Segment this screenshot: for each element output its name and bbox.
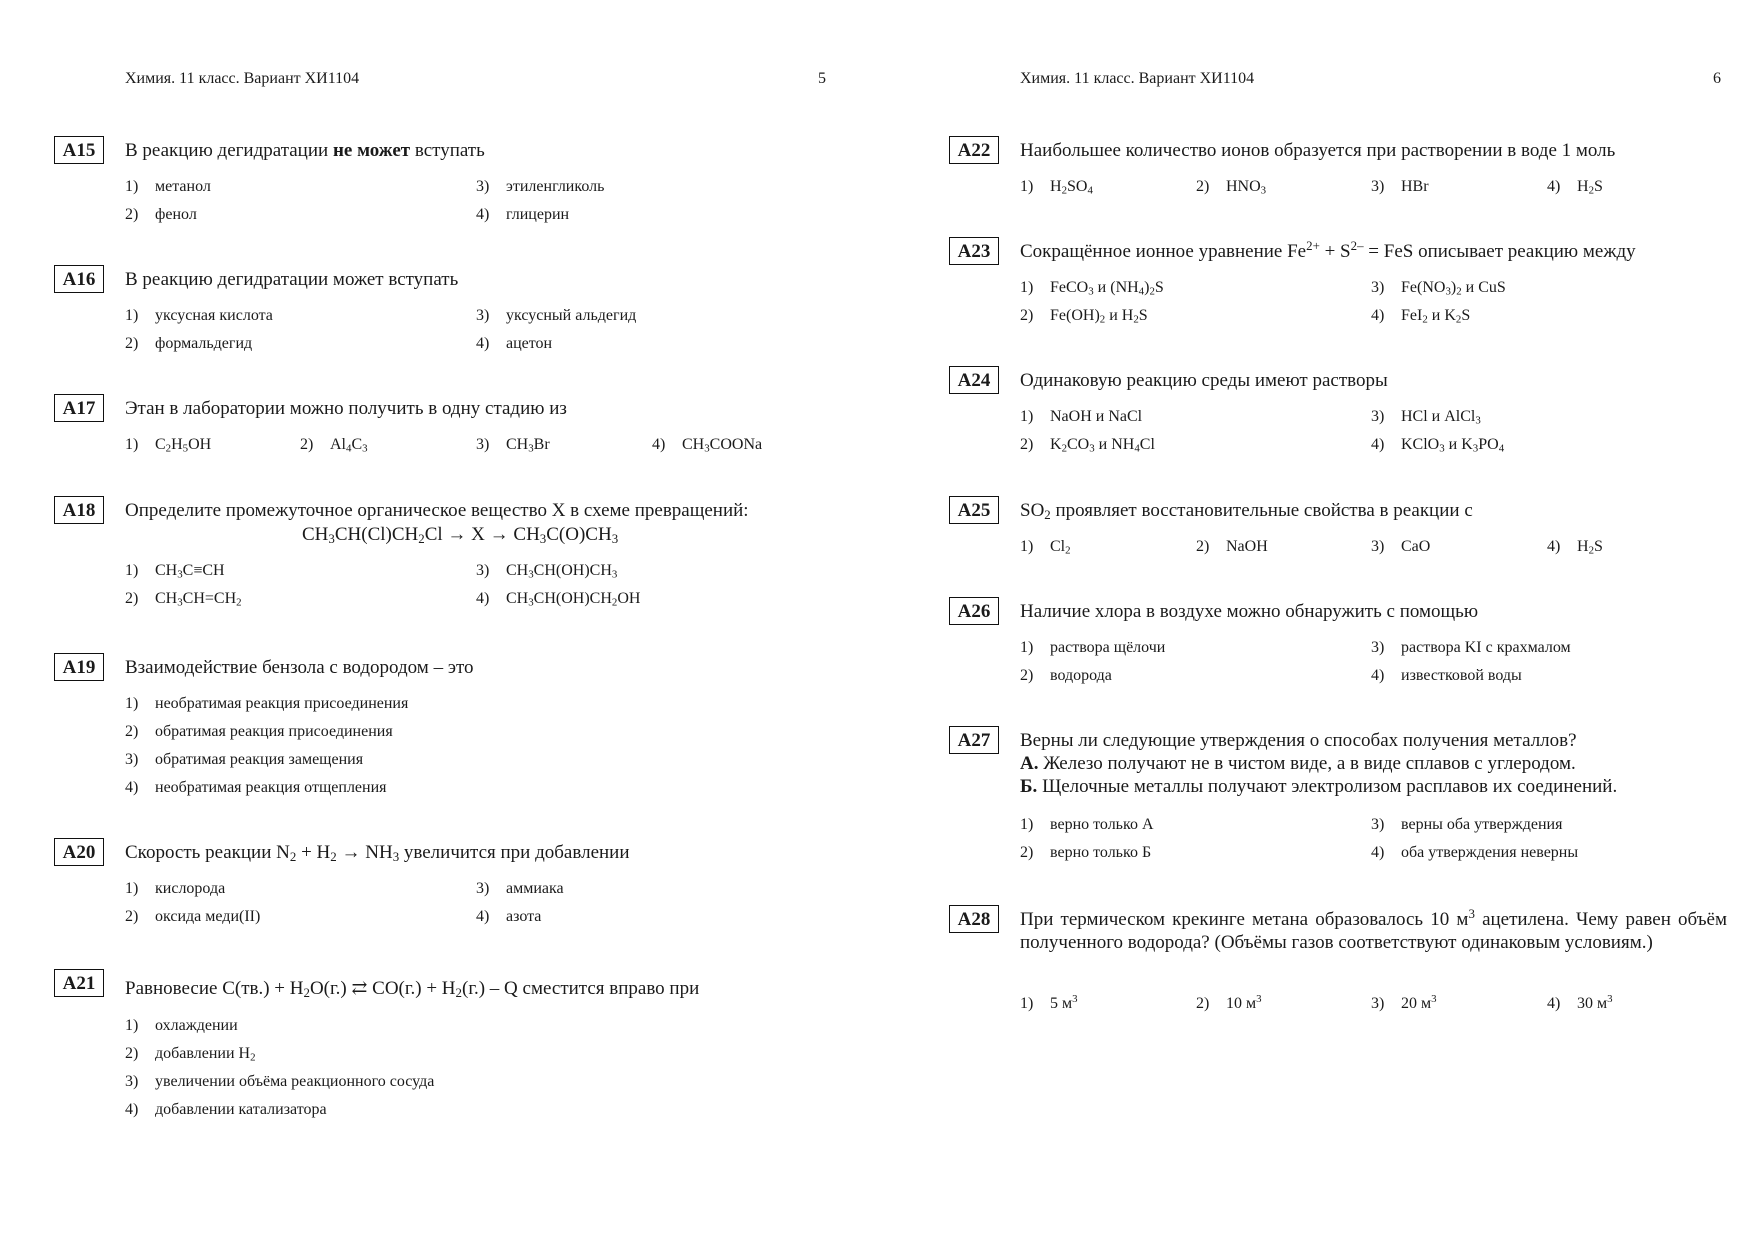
page-header: Химия. 11 класс. Вариант ХИ1104 bbox=[125, 70, 360, 87]
question-text: Этан в лаборатории можно получить в одну стадию из bbox=[125, 398, 567, 419]
option: 3) раствора KI с крахмалом bbox=[1371, 639, 1571, 656]
option: 1) кислорода bbox=[125, 880, 226, 897]
question-number: A27 bbox=[949, 726, 999, 754]
page-number: 6 bbox=[1713, 70, 1721, 87]
option: 3) $CH_3Br$ bbox=[476, 436, 550, 455]
option: 2) оксида меди(II) bbox=[125, 908, 261, 925]
option: 4) $H_2S$ bbox=[1547, 178, 1603, 197]
option: 3) этиленгликоль bbox=[476, 178, 605, 195]
option: 4) ацетон bbox=[476, 335, 553, 352]
question-number: A20 bbox=[54, 838, 104, 866]
page-number: 5 bbox=[818, 70, 826, 87]
question-number: A19 bbox=[54, 653, 104, 681]
option: 3) обратимая реакция замещения bbox=[125, 751, 364, 768]
option: 3) HBr bbox=[1371, 178, 1429, 195]
option: 3) аммиака bbox=[476, 880, 564, 897]
question-number: A24 bbox=[949, 366, 999, 394]
option: 4) известковой воды bbox=[1371, 667, 1522, 684]
option: 2) 10 $м^3$ bbox=[1196, 993, 1262, 1012]
option: 4) FeI$_2$ и $K_2S$ bbox=[1371, 307, 1471, 326]
option: 1) NaOH и NaCl bbox=[1020, 408, 1143, 425]
question-text: Верны ли следующие утверждения о способах получения металлов? bbox=[1020, 730, 1577, 751]
option: 1) $CH_3C\equiv CH$ bbox=[125, 562, 225, 581]
question-text: Определите промежуточное органическое вещество X в схеме превращений: bbox=[125, 500, 749, 521]
question-number: A26 bbox=[949, 597, 999, 625]
option: 3) 20 $м^3$ bbox=[1371, 993, 1437, 1012]
option: 1) раствора щёлочи bbox=[1020, 639, 1166, 656]
question-number: A18 bbox=[54, 496, 104, 524]
question-number: A22 bbox=[949, 136, 999, 164]
question-text: В реакцию дегидратации может вступать bbox=[125, 269, 459, 290]
option: 2) обратимая реакция присоединения bbox=[125, 723, 393, 740]
option: 2) NaOH bbox=[1196, 538, 1268, 555]
option: 2) $HNO_3$ bbox=[1196, 178, 1267, 197]
option: 4) глицерин bbox=[476, 206, 570, 223]
question-text: Взаимодействие бензола с водородом – это bbox=[125, 657, 474, 678]
option: 1) $C_2H_5OH$ bbox=[125, 436, 212, 455]
question-number: A25 bbox=[949, 496, 999, 524]
option: 2) $CH_3CH=CH_2$ bbox=[125, 590, 242, 609]
option: 3) HCl и AlCl$_3$ bbox=[1371, 408, 1481, 427]
question-text: Сокращённое ионное уравнение $Fe^{2+} + S^{2-}$ = FeS описывает реакцию между bbox=[1020, 237, 1636, 262]
option: 4) необратимая реакция отщепления bbox=[125, 779, 387, 796]
question-text: $SO_2$ проявляет восстановительные свойства в реакции с bbox=[1020, 500, 1473, 523]
question-number: A23 bbox=[949, 237, 999, 265]
option: 1) метанол bbox=[125, 178, 211, 195]
question-number: A17 bbox=[54, 394, 104, 422]
question-text: При термическом крекинге метана образовалось 10 $м^3$ ацетилена. Чему равен объём полученного водорода? (Объёмы газов соответствуют одинаковым условиям.) bbox=[1020, 905, 1727, 953]
option: 1) $Cl_2$ bbox=[1020, 538, 1071, 557]
page-6 bbox=[877, 0, 1754, 1239]
question-text: Наличие хлора в воздухе можно обнаружить с помощью bbox=[1020, 601, 1479, 622]
option: 2) $Fe(OH)_2$ и $H_2S$ bbox=[1020, 307, 1148, 326]
option: 3) уксусный альдегид bbox=[476, 307, 637, 324]
option: 1) верно только А bbox=[1020, 816, 1154, 833]
page-header: Химия. 11 класс. Вариант ХИ1104 bbox=[1020, 70, 1255, 87]
option: 2) $Al_4C_3$ bbox=[300, 436, 368, 455]
option: 4) добавлении катализатора bbox=[125, 1101, 327, 1118]
option: 4) $CH_3COONa$ bbox=[652, 436, 763, 455]
option: 1) охлаждении bbox=[125, 1017, 238, 1034]
option: 3) $CH_3CH(OH)CH_3$ bbox=[476, 562, 618, 581]
option: 1) FeCO$_3$ и $(NH_4)_2S$ bbox=[1020, 279, 1164, 298]
question-number: A15 bbox=[54, 136, 104, 164]
option: 2) верно только Б bbox=[1020, 844, 1152, 861]
option: 2) водорода bbox=[1020, 667, 1112, 684]
question-text: Скорость реакции $N_2 + H_2 \to NH_3$ увеличится при добавлении bbox=[125, 842, 630, 865]
option: 1) уксусная кислота bbox=[125, 307, 273, 324]
option: 4) 30 $м^3$ bbox=[1547, 993, 1613, 1012]
option: 2) добавлении $H_2$ bbox=[125, 1045, 256, 1064]
option: 3) $Fe(NO_3)_2$ и CuS bbox=[1371, 279, 1506, 298]
option: 4) $H_2S$ bbox=[1547, 538, 1603, 557]
question-number: A16 bbox=[54, 265, 104, 293]
option: 2) формальдегид bbox=[125, 335, 253, 352]
option: 3) увеличении объёма реакционного сосуда bbox=[125, 1073, 435, 1090]
option: 3) CaO bbox=[1371, 538, 1431, 555]
question-number: A21 bbox=[54, 969, 104, 997]
option: 4) KClO$_3$ и $K_3PO_4$ bbox=[1371, 436, 1505, 455]
statement-b: Б. Щелочные металлы получают электролизом расплавов их соединений. bbox=[1020, 776, 1618, 797]
option: 2) фенол bbox=[125, 206, 197, 223]
question-text: Наибольшее количество ионов образуется при растворении в воде 1 моль bbox=[1020, 140, 1616, 161]
option: 3) верны оба утверждения bbox=[1371, 816, 1563, 833]
option: 4) $CH_3CH(OH)CH_2OH$ bbox=[476, 590, 641, 609]
question-number: A28 bbox=[949, 905, 999, 933]
option: 4) оба утверждения неверны bbox=[1371, 844, 1579, 861]
option: 2) $K_2CO_3$ и $NH_4Cl$ bbox=[1020, 436, 1155, 455]
question-text: Одинаковую реакцию среды имеют растворы bbox=[1020, 370, 1388, 391]
statement-a: А. Железо получают не в чистом виде, а в виде сплавов с углеродом. bbox=[1020, 753, 1576, 774]
question-text: Равновесие $C(тв.) + H_2O(г.)$ ⇄ $CO(г.) + H_2(г.) - Q$ сместится вправо при bbox=[125, 978, 700, 1001]
question-text: В реакцию дегидратации не может вступать bbox=[125, 140, 485, 161]
option: 4) азота bbox=[476, 908, 542, 925]
option: 1) 5 $м^3$ bbox=[1020, 993, 1078, 1012]
option: 1) необратимая реакция присоединения bbox=[125, 695, 409, 712]
option: 1) $H_2SO_4$ bbox=[1020, 178, 1093, 197]
reaction-scheme: $CH_3CH(Cl)CH_2Cl \to X \to CH_3C(O)CH_3$ bbox=[302, 524, 619, 547]
